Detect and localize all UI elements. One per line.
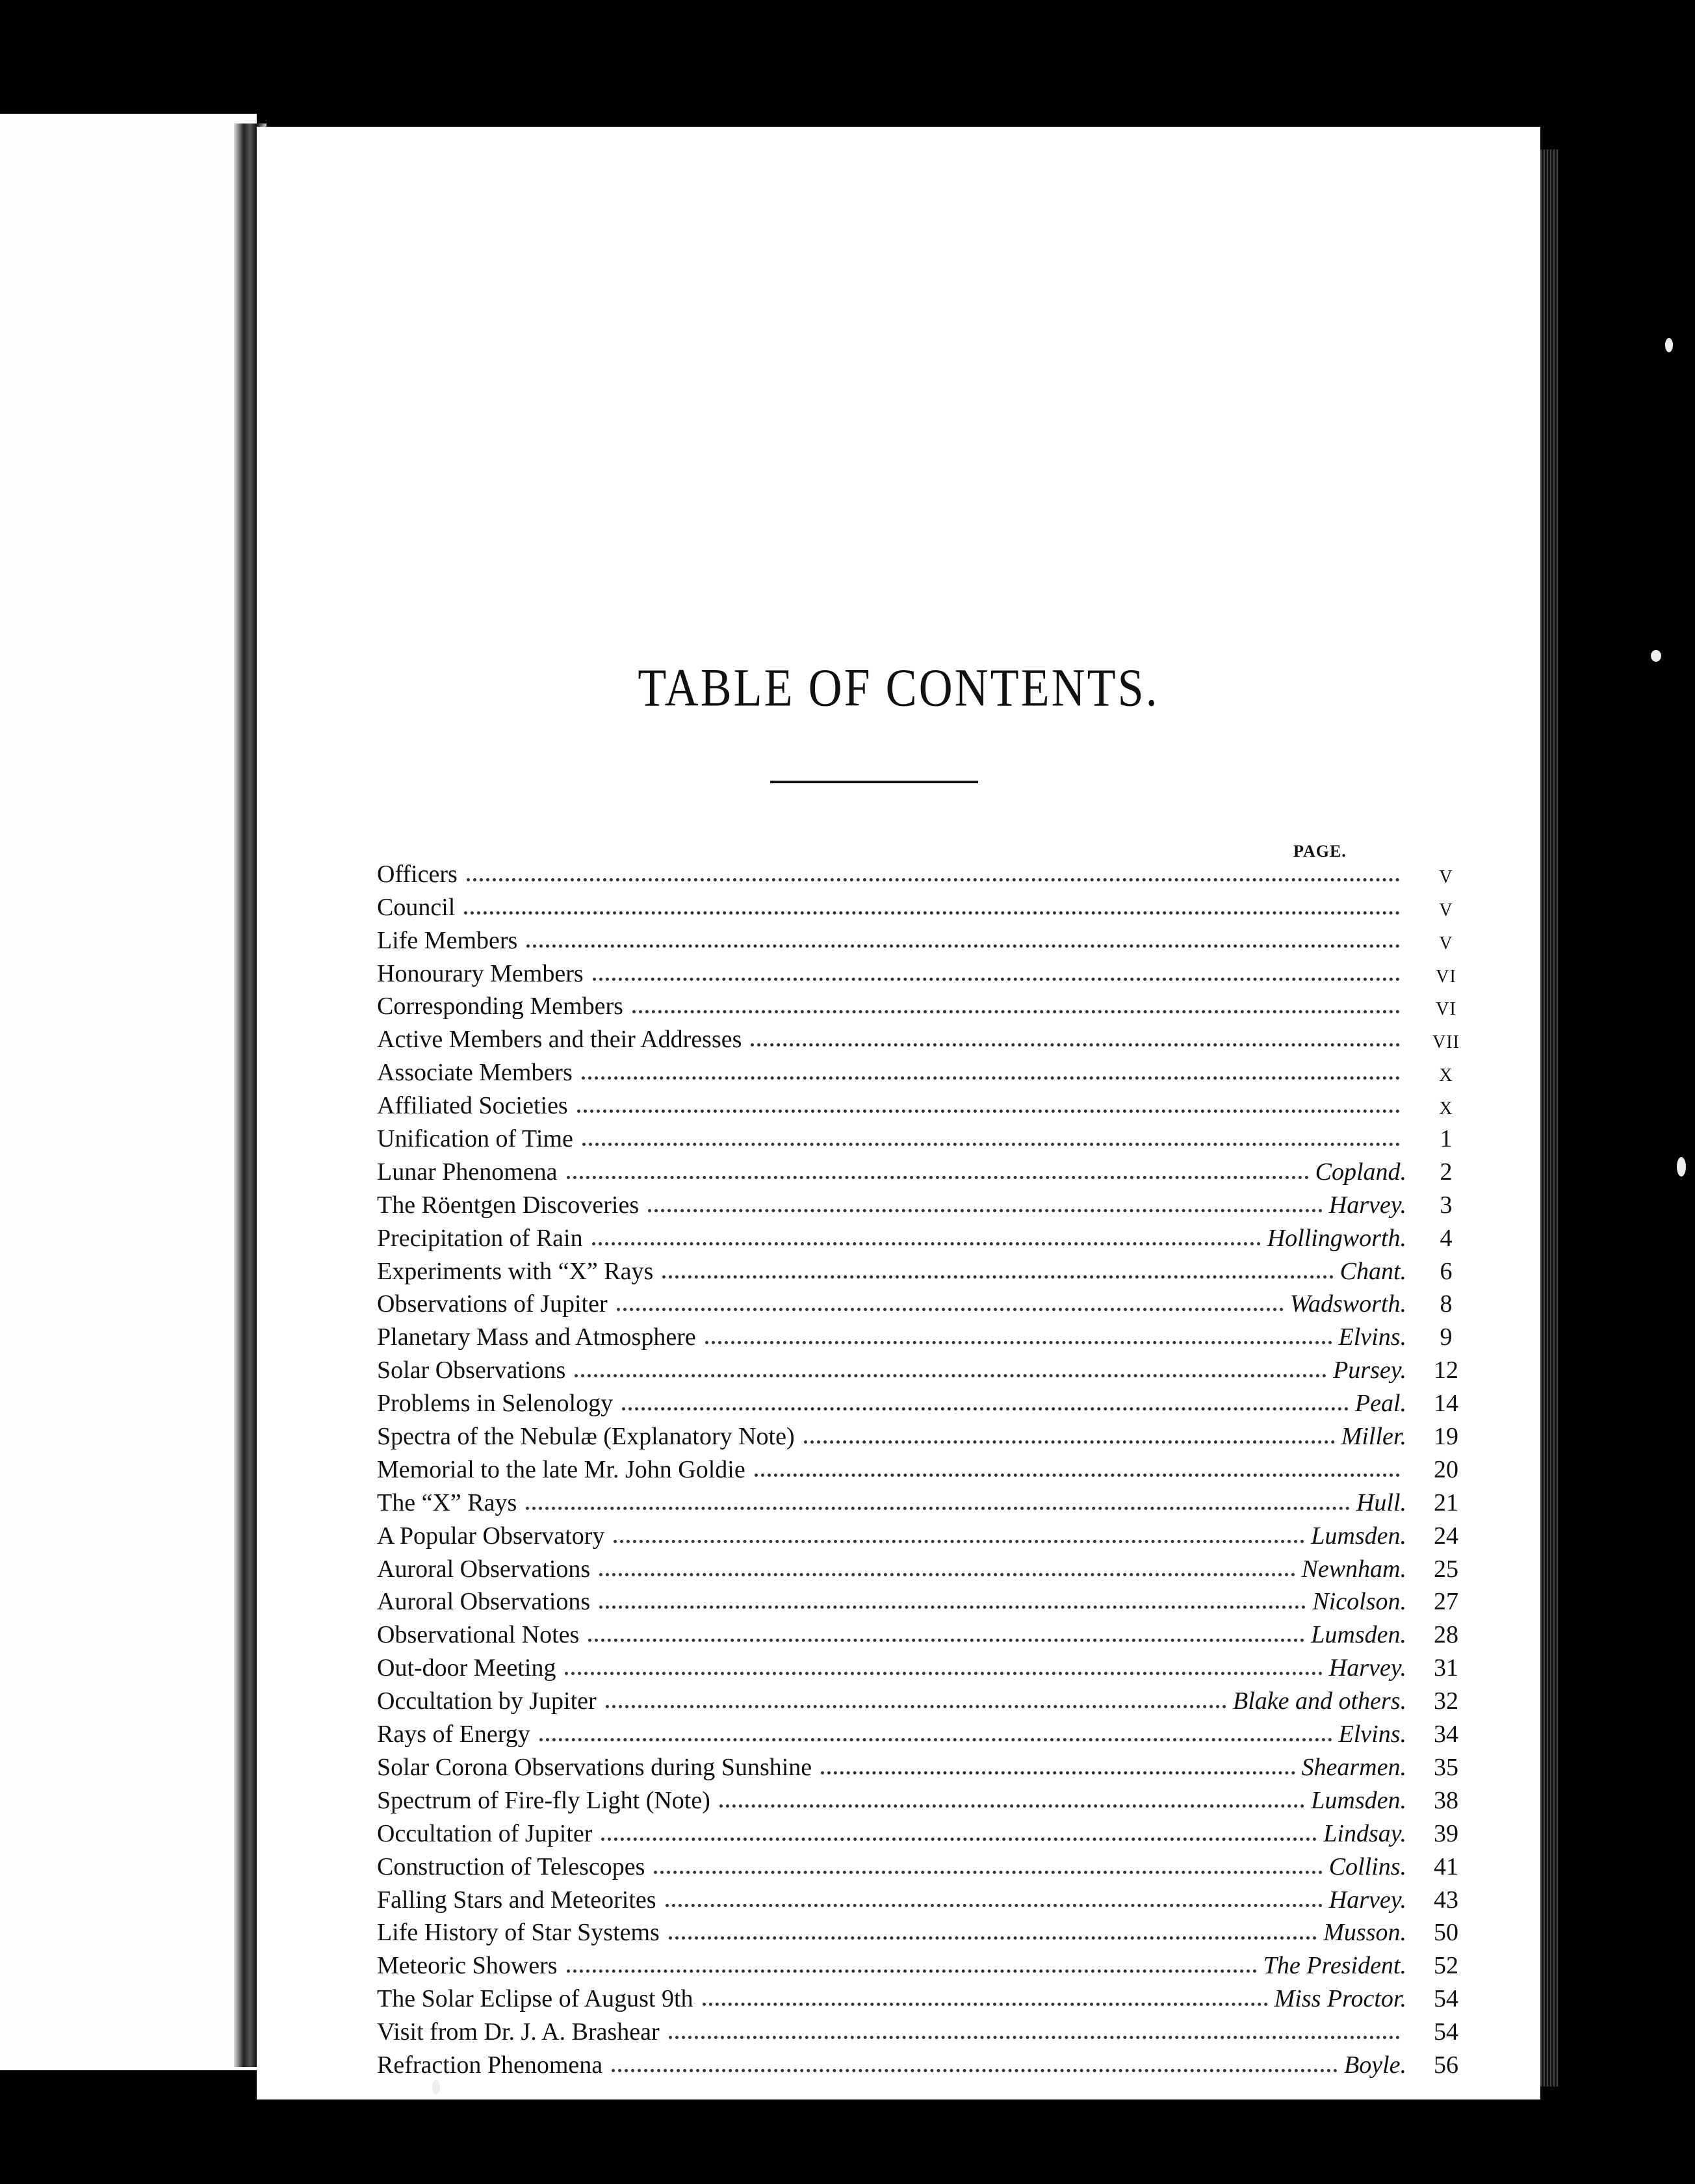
dot-leader bbox=[705, 1341, 1332, 1344]
toc-entry bbox=[377, 1085, 1469, 1118]
dot-leader bbox=[588, 1639, 1304, 1642]
toc-entry bbox=[377, 1780, 1469, 1813]
toc-entry-author: Elvins. bbox=[1338, 1721, 1406, 1748]
dot-leader bbox=[755, 1474, 1400, 1477]
toc-entry-author: Nicolson. bbox=[1312, 1588, 1406, 1616]
dot-leader bbox=[606, 1705, 1226, 1708]
toc-entry-page: 2 bbox=[1440, 1158, 1453, 1186]
dot-leader bbox=[567, 1176, 1309, 1179]
toc-entry-page: 34 bbox=[1434, 1721, 1458, 1748]
page-title: TABLE OF CONTENTS. bbox=[638, 657, 1159, 718]
toc-entry bbox=[377, 1449, 1469, 1482]
toc-entry-author: Lumsden. bbox=[1311, 1786, 1406, 1814]
dot-leader bbox=[599, 1606, 1306, 1609]
dot-leader bbox=[622, 1407, 1349, 1410]
toc-entry-page: 52 bbox=[1434, 1952, 1458, 1980]
toc-entry-title: A Popular Observatory bbox=[377, 1522, 605, 1550]
toc-entry-title: Memorial to the late Mr. John Goldie bbox=[377, 1455, 745, 1483]
toc-entry-title: Corresponding Members bbox=[377, 993, 623, 1020]
toc-entry bbox=[377, 1813, 1469, 1846]
toc-entry-title: Spectra of the Nebulæ (Explanatory Note) bbox=[377, 1423, 795, 1451]
toc-entry-author: Blake and others. bbox=[1232, 1687, 1406, 1715]
toc-entry-title: Solar Observations bbox=[377, 1357, 566, 1384]
page-column-heading: PAGE. bbox=[1293, 842, 1347, 861]
dot-leader bbox=[719, 1804, 1304, 1808]
toc-entry bbox=[377, 1349, 1469, 1383]
toc-entry-page: 21 bbox=[1434, 1488, 1458, 1516]
toc-entry-title: Active Members and their Addresses bbox=[377, 1026, 742, 1054]
toc-entry-author: Harvey. bbox=[1328, 1654, 1406, 1682]
toc-entry-title: Honourary Members bbox=[377, 959, 584, 987]
scan-speck bbox=[432, 2080, 440, 2094]
toc-entry-title: Construction of Telescopes bbox=[377, 1852, 645, 1880]
toc-entry bbox=[377, 1614, 1469, 1647]
toc-entry-author: Wadsworth. bbox=[1289, 1290, 1406, 1318]
toc-entry-author: Musson. bbox=[1323, 1919, 1406, 1947]
dot-leader bbox=[464, 911, 1400, 915]
toc-entry-title: Visit from Dr. J. A. Brashear bbox=[377, 2018, 660, 2046]
toc-entry-title: Precipitation of Rain bbox=[377, 1224, 583, 1252]
toc-entry bbox=[377, 1184, 1469, 1217]
toc-entry-author: Hollingworth. bbox=[1267, 1224, 1406, 1252]
toc-entry bbox=[377, 1846, 1469, 1879]
dot-leader bbox=[582, 1076, 1400, 1080]
toc-entry-author: Boyle. bbox=[1343, 2051, 1406, 2079]
toc-entry-page: 1 bbox=[1440, 1125, 1453, 1153]
toc-entry-page: 56 bbox=[1434, 2051, 1458, 2079]
toc-entry-page: 12 bbox=[1434, 1357, 1458, 1384]
toc-entry-page: 43 bbox=[1434, 1886, 1458, 1914]
toc-entry-title: Lunar Phenomena bbox=[377, 1158, 558, 1186]
toc-entry-author: Chant. bbox=[1339, 1257, 1406, 1285]
scan-speck bbox=[1665, 338, 1673, 352]
toc-entry bbox=[377, 1680, 1469, 1713]
toc-entry bbox=[377, 1416, 1469, 1449]
toc-entry bbox=[377, 853, 1469, 887]
toc-entry-page: 8 bbox=[1440, 1290, 1453, 1318]
toc-entry-page: 35 bbox=[1434, 1753, 1458, 1781]
toc-entry-page: 32 bbox=[1434, 1687, 1458, 1715]
toc-entry-author: Newnham. bbox=[1301, 1555, 1406, 1583]
toc-entry-title: Solar Corona Observations during Sunshine bbox=[377, 1753, 812, 1781]
toc-entry-author: Lumsden. bbox=[1311, 1621, 1406, 1649]
toc-entry-author: Peal. bbox=[1354, 1390, 1406, 1418]
scan-speck bbox=[1677, 1157, 1686, 1176]
toc-entry-author: Collins. bbox=[1328, 1852, 1406, 1880]
toc-entry bbox=[377, 1284, 1469, 1317]
toc-entry bbox=[377, 1217, 1469, 1251]
toc-entry bbox=[377, 1019, 1469, 1052]
toc-entry bbox=[377, 1912, 1469, 1945]
toc-entry-page: 6 bbox=[1440, 1257, 1453, 1285]
toc-entry-title: Officers bbox=[377, 860, 458, 888]
toc-entry-page: 50 bbox=[1434, 1919, 1458, 1947]
toc-entry-title: Experiments with “X” Rays bbox=[377, 1257, 654, 1285]
toc-entry-title: Occultation by Jupiter bbox=[377, 1687, 597, 1715]
toc-entry-page: VI bbox=[1436, 966, 1456, 987]
toc-entry-title: Refraction Phenomena bbox=[377, 2051, 603, 2079]
toc-entry-page: 14 bbox=[1434, 1390, 1458, 1418]
toc-entry-author: Lumsden. bbox=[1311, 1522, 1406, 1550]
dot-leader bbox=[804, 1440, 1335, 1444]
toc-entry-page: 19 bbox=[1434, 1423, 1458, 1451]
toc-entry-page: 9 bbox=[1440, 1323, 1453, 1351]
toc-entry-page: 39 bbox=[1434, 1819, 1458, 1847]
toc-entry bbox=[377, 1548, 1469, 1581]
toc-entry bbox=[377, 1151, 1469, 1184]
dot-leader bbox=[526, 944, 1400, 948]
scan-speck bbox=[1651, 650, 1661, 662]
dot-leader bbox=[632, 1010, 1400, 1013]
toc-entry bbox=[377, 1052, 1469, 1085]
dot-leader bbox=[577, 1110, 1400, 1113]
toc-entry bbox=[377, 953, 1469, 986]
toc-entry-page: VI bbox=[1436, 999, 1456, 1020]
dot-leader bbox=[662, 1275, 1333, 1279]
dot-leader bbox=[612, 2069, 1338, 2072]
toc-entry-title: Unification of Time bbox=[377, 1125, 573, 1153]
toc-entry bbox=[377, 1581, 1469, 1615]
toc-entry-title: Meteoric Showers bbox=[377, 1952, 558, 1980]
toc-entry bbox=[377, 986, 1469, 1019]
toc-entry bbox=[377, 1647, 1469, 1680]
toc-entry-title: Rays of Energy bbox=[377, 1721, 530, 1748]
toc-entry-title: Auroral Observations bbox=[377, 1555, 591, 1583]
toc-entry-page: 54 bbox=[1434, 1985, 1458, 2013]
toc-entry-title: Planetary Mass and Atmosphere bbox=[377, 1323, 696, 1351]
toc-entry bbox=[377, 2011, 1469, 2044]
toc-entry-title: Observational Notes bbox=[377, 1621, 580, 1649]
toc-entry-page: 31 bbox=[1434, 1654, 1458, 1682]
dot-leader bbox=[575, 1374, 1326, 1377]
toc-entry-title: Problems in Selenology bbox=[377, 1390, 614, 1418]
toc-entry-page: X bbox=[1439, 1098, 1453, 1119]
toc-entry-author: Shearmen. bbox=[1301, 1753, 1406, 1781]
toc-entry-page: V bbox=[1439, 933, 1453, 954]
toc-entry bbox=[377, 1978, 1469, 2011]
toc-entry-page: 20 bbox=[1434, 1455, 1458, 1483]
dot-leader bbox=[669, 2036, 1400, 2039]
toc-entry-author: Elvins. bbox=[1338, 1323, 1406, 1351]
dot-leader bbox=[614, 1540, 1304, 1543]
toc-entry bbox=[377, 1251, 1469, 1284]
toc-entry-page: X bbox=[1439, 1065, 1453, 1086]
table-of-contents bbox=[377, 853, 1469, 2077]
dot-leader bbox=[648, 1209, 1323, 1212]
toc-entry-title: The “X” Rays bbox=[377, 1488, 517, 1516]
toc-entry bbox=[377, 1945, 1469, 1978]
dot-leader bbox=[565, 1672, 1322, 1675]
toc-entry-page: 28 bbox=[1434, 1621, 1458, 1649]
dot-leader bbox=[654, 1871, 1322, 1874]
toc-entry-author: Harvey. bbox=[1328, 1191, 1406, 1219]
toc-entry bbox=[377, 887, 1469, 920]
toc-entry-title: Associate Members bbox=[377, 1059, 573, 1087]
dot-leader bbox=[567, 1970, 1257, 1973]
toc-entry bbox=[377, 2044, 1469, 2077]
dot-leader bbox=[593, 978, 1400, 981]
toc-entry-title: Council bbox=[377, 893, 456, 921]
toc-entry-author: Lindsay. bbox=[1323, 1819, 1406, 1847]
toc-entry-title: Life History of Star Systems bbox=[377, 1919, 660, 1947]
toc-entry bbox=[377, 1747, 1469, 1780]
toc-entry bbox=[377, 920, 1469, 953]
toc-entry bbox=[377, 1713, 1469, 1747]
toc-entry-title: The Solar Eclipse of August 9th bbox=[377, 1985, 693, 2013]
document-page bbox=[257, 127, 1540, 2100]
toc-entry bbox=[377, 1316, 1469, 1349]
toc-entry bbox=[377, 1515, 1469, 1548]
toc-entry-title: Life Members bbox=[377, 926, 518, 954]
dot-leader bbox=[601, 1838, 1317, 1841]
dot-leader bbox=[669, 1936, 1317, 1940]
toc-entry-title: Falling Stars and Meteorites bbox=[377, 1886, 656, 1914]
dot-leader bbox=[467, 878, 1400, 881]
toc-entry-page: 38 bbox=[1434, 1786, 1458, 1814]
toc-entry-author: Hull. bbox=[1356, 1488, 1406, 1516]
toc-entry-author: Harvey. bbox=[1328, 1886, 1406, 1914]
toc-entry bbox=[377, 1482, 1469, 1515]
toc-entry-page: 24 bbox=[1434, 1522, 1458, 1550]
dot-leader bbox=[592, 1242, 1261, 1245]
title-rule bbox=[770, 781, 978, 783]
toc-entry-author: The President. bbox=[1263, 1952, 1406, 1980]
toc-entry-page: 27 bbox=[1434, 1588, 1458, 1616]
toc-entry-title: Auroral Observations bbox=[377, 1588, 591, 1616]
dot-leader bbox=[821, 1771, 1295, 1774]
toc-entry-page: VII bbox=[1432, 1032, 1460, 1053]
toc-entry-page: 54 bbox=[1434, 2018, 1458, 2046]
toc-entry-page: V bbox=[1439, 900, 1453, 920]
dot-leader bbox=[751, 1043, 1400, 1046]
left-facing-page bbox=[0, 114, 257, 2070]
page-edges bbox=[1540, 150, 1559, 2086]
toc-entry-author: Miss Proctor. bbox=[1274, 1985, 1406, 2013]
toc-entry-title: Observations of Jupiter bbox=[377, 1290, 608, 1318]
dot-leader bbox=[666, 1904, 1323, 1907]
dot-leader bbox=[539, 1738, 1332, 1741]
dot-leader bbox=[599, 1573, 1295, 1576]
toc-entry bbox=[377, 1118, 1469, 1151]
toc-entry bbox=[377, 1383, 1469, 1416]
toc-entry-page: 4 bbox=[1440, 1224, 1453, 1252]
toc-entry-page: V bbox=[1439, 866, 1453, 887]
toc-entry-title: Occultation of Jupiter bbox=[377, 1819, 593, 1847]
toc-entry-title: The Röentgen Discoveries bbox=[377, 1191, 640, 1219]
toc-entry-author: Pursey. bbox=[1333, 1357, 1406, 1384]
dot-leader bbox=[703, 2003, 1268, 2006]
toc-entry-page: 25 bbox=[1434, 1555, 1458, 1583]
toc-entry-title: Out-door Meeting bbox=[377, 1654, 556, 1682]
toc-entry-title: Spectrum of Fire-fly Light (Note) bbox=[377, 1786, 710, 1814]
toc-entry-title: Affiliated Societies bbox=[377, 1092, 568, 1120]
dot-leader bbox=[617, 1308, 1284, 1311]
dot-leader bbox=[582, 1143, 1400, 1146]
dot-leader bbox=[526, 1507, 1350, 1510]
toc-entry-page: 41 bbox=[1434, 1852, 1458, 1880]
toc-entry-author: Miller. bbox=[1341, 1423, 1406, 1451]
toc-entry-page: 3 bbox=[1440, 1191, 1453, 1219]
toc-entry-author: Copland. bbox=[1315, 1158, 1406, 1186]
toc-entry bbox=[377, 1879, 1469, 1912]
